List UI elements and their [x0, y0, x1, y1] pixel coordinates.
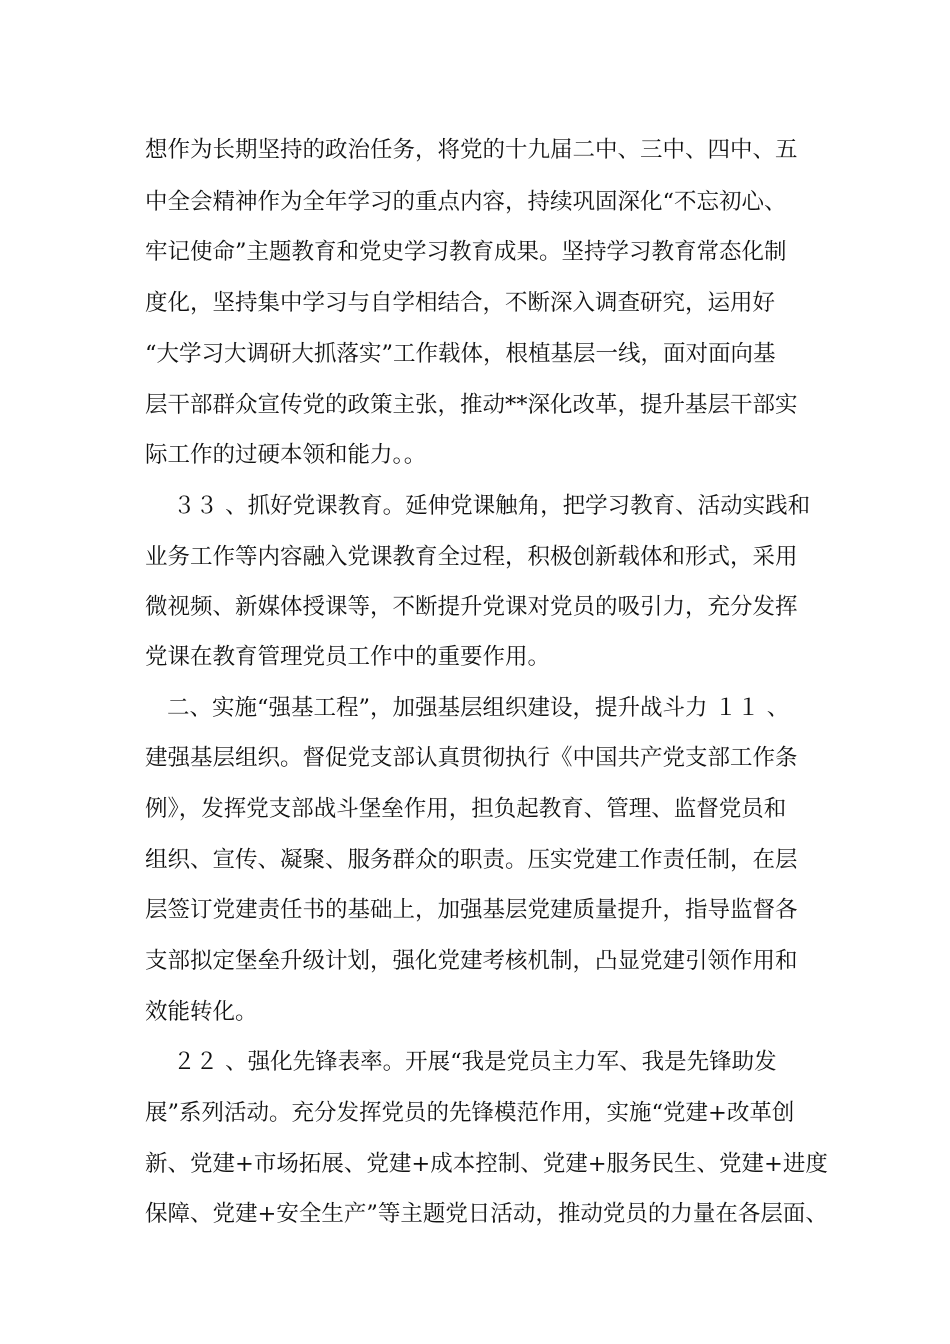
text-line: ３３ 、抓好党课教育。延伸党课触角，把学习教育、活动实践和 [173, 493, 811, 519]
section-heading: 二、实施“强基工程”，加强基层组织建设，提升战斗力 １１ 、 [167, 695, 790, 721]
text-line: 层干部群众宣传党的政策主张，推动**深化改革，提升基层干部实 [145, 392, 798, 418]
text-line: 建强基层组织。督促党支部认真贯彻执行《中国共产党支部工作条 [145, 745, 798, 771]
text-line: 微视频、新媒体授课等，不断提升党课对党员的吸引力，充分发挥 [145, 594, 798, 620]
text-line: 党课在教育管理党员工作中的重要作用。 [145, 644, 551, 670]
text-line: 层签订党建责任书的基础上，加强基层党建质量提升，指导监督各 [145, 897, 798, 923]
text-line: 业务工作等内容融入党课教育全过程，积极创新载体和形式，采用 [145, 544, 798, 570]
text-line: 组织、宣传、凝聚、服务群众的职责。压实党建工作责任制，在层 [145, 847, 798, 873]
text-line: 支部拟定堡垒升级计划，强化党建考核机制，凸显党建引领作用和 [145, 948, 798, 974]
text-line: 想作为长期坚持的政治任务，将党的十九届二中、三中、四中、五 [145, 137, 798, 163]
text-line: 际工作的过硬本领和能力。。 [145, 442, 427, 468]
text-line: 效能转化。 [145, 999, 258, 1025]
text-line: 中全会精神作为全年学习的重点内容，持续巩固深化“不忘初心、 [145, 189, 787, 215]
text-line: 度化，坚持集中学习与自学相结合，不断深入调查研究，运用好 [145, 290, 776, 316]
text-line: 牢记使命”主题教育和党史学习教育成果。坚持学习教育常态化制 [145, 239, 787, 265]
text-line: 保障、党建+安全生产”等主题党日活动，推动党员的力量在各层面、 [145, 1201, 828, 1227]
text-line: 例》，发挥党支部战斗堡垒作用，担负起教育、管理、监督党员和 [145, 796, 787, 822]
text-line: 新、党建+市场拓展、党建+成本控制、党建+服务民生、党建+进度 [145, 1151, 828, 1177]
text-line: ２２ 、强化先锋表率。开展“我是党员主力军、我是先锋助发 [173, 1049, 777, 1075]
text-line: 展”系列活动。充分发挥党员的先锋模范作用，实施“党建+改革创 [145, 1100, 795, 1126]
text-line: “大学习大调研大抓落实”工作载体，根植基层一线，面对面向基 [145, 341, 776, 367]
